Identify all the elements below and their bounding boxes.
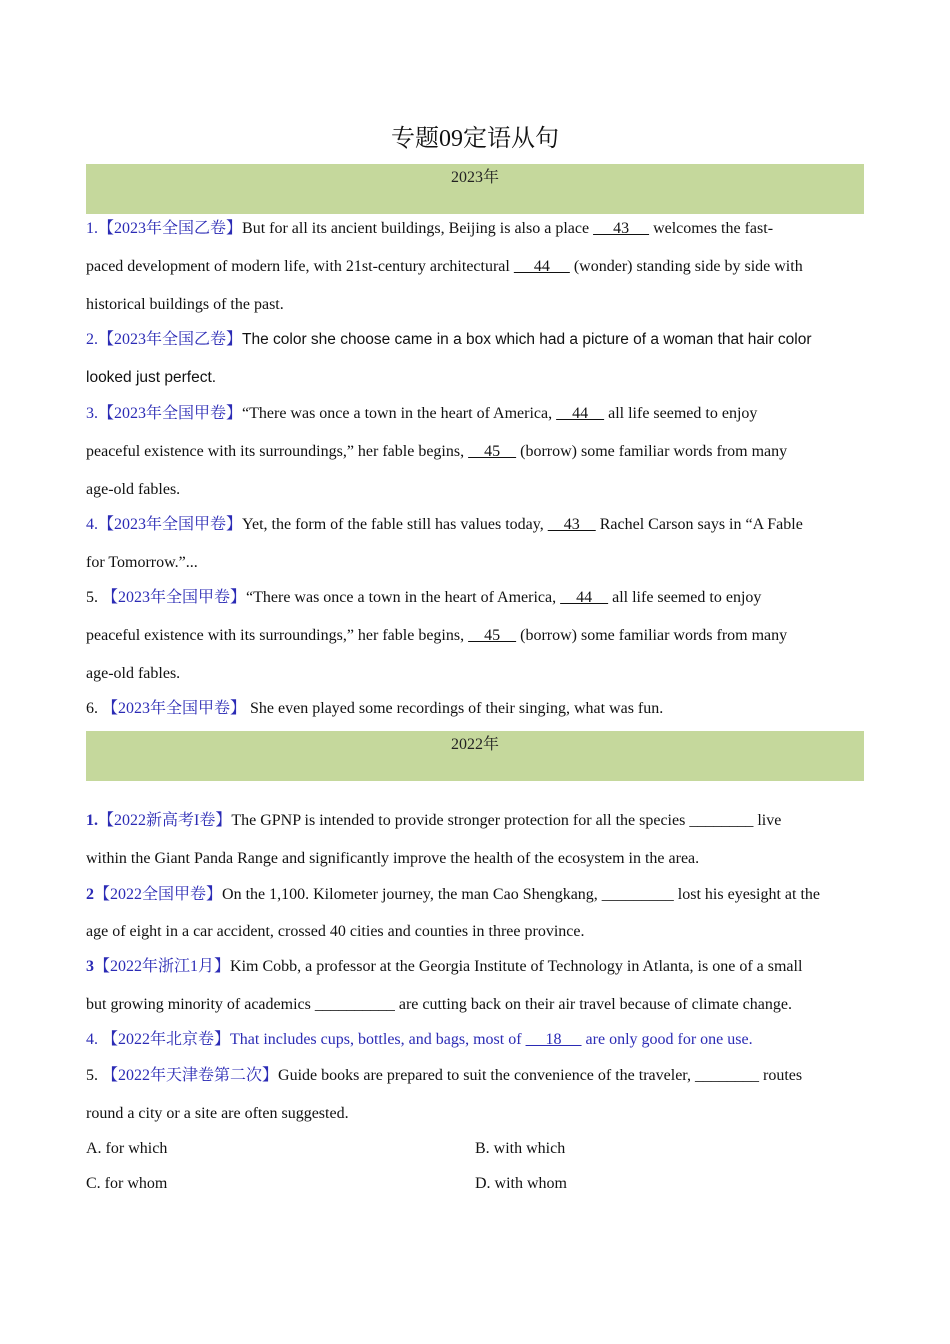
answer-blank: 43 bbox=[547, 516, 596, 533]
question-number: 1. bbox=[86, 220, 98, 237]
question-number: 3 bbox=[86, 958, 94, 975]
question-text: The GPNP is intended to provide stronger protection for all the species bbox=[231, 812, 690, 829]
question-number: 3. bbox=[86, 405, 98, 422]
question-2023-2-line2: looked just perfect. bbox=[86, 369, 217, 386]
question-source: 【2023年全国甲卷】 bbox=[102, 700, 247, 717]
question-text: The color she choose came in a box which had a picture of a woman that hair color bbox=[242, 331, 812, 348]
question-2022-2-line1 bbox=[86, 884, 866, 906]
question-number: 2. bbox=[86, 331, 98, 348]
question-text: On the 1,100. Kilometer journey, the man Cao Shengkang, bbox=[222, 886, 602, 903]
question-2023-1-line3: historical buildings of the past. bbox=[86, 296, 284, 313]
question-source: 【2023年全国甲卷】 bbox=[98, 516, 243, 533]
question-2023-2-line1 bbox=[86, 329, 866, 351]
question-text: all life seemed to enjoy bbox=[604, 405, 758, 422]
question-text: peaceful existence with its surroundings,” her fable begins, bbox=[86, 627, 469, 644]
question-2022-3-line2 bbox=[86, 994, 866, 1016]
question-text: “There was once a town in the heart of America, bbox=[246, 589, 561, 606]
question-text: (borrow) some familiar words from many bbox=[516, 627, 788, 644]
question-text: “There was once a town in the heart of America, bbox=[242, 405, 557, 422]
question-2022-1-line2: within the Giant Panda Range and significantly improve the health of the ecosystem in the area. bbox=[86, 850, 700, 867]
question-source: 【2022年天津卷第二次】 bbox=[102, 1067, 279, 1084]
question-2022-5-line1 bbox=[86, 1065, 866, 1087]
question-text: (wonder) standing side by side with bbox=[569, 258, 803, 275]
question-text: paced development of modern life, with 21st-century architectural bbox=[86, 258, 514, 275]
question-text: lost his eyesight at the bbox=[673, 886, 820, 903]
question-source: 【2023年全国甲卷】 bbox=[102, 589, 247, 606]
answer-blank: 44 bbox=[513, 258, 570, 275]
question-text: peaceful existence with its surroundings,” her fable begins, bbox=[86, 443, 469, 460]
answer-blank: 18 bbox=[525, 1031, 582, 1048]
answer-blank: __________ bbox=[314, 996, 395, 1013]
question-2023-5-line3: age-old fables. bbox=[86, 665, 181, 682]
answer-blank: 45 bbox=[468, 443, 517, 460]
question-text: She even played some recordings of their singing, what was fun. bbox=[246, 700, 664, 717]
question-text: Yet, the form of the fable still has values today, bbox=[242, 516, 548, 533]
answer-blank: 44 bbox=[556, 405, 605, 422]
answer-blank: 43 bbox=[593, 220, 650, 237]
question-number: 2 bbox=[86, 886, 94, 903]
question-source: 【2022全国甲卷】 bbox=[94, 886, 223, 903]
page-title: 专题09定语从句 bbox=[391, 126, 559, 152]
question-2023-3-line1 bbox=[86, 403, 866, 425]
question-text: But for all its ancient buildings, Beijing is also a place bbox=[242, 220, 594, 237]
answer-blank: ________ bbox=[689, 812, 754, 829]
question-2023-4-line1 bbox=[86, 514, 866, 536]
question-number: 5. bbox=[86, 589, 98, 606]
question-source: 【2023年全国乙卷】 bbox=[98, 331, 243, 348]
question-text: Guide books are prepared to suit the convenience of the traveler, bbox=[278, 1067, 695, 1084]
question-number: 5. bbox=[86, 1067, 98, 1084]
answer-blank: ________ bbox=[694, 1067, 759, 1084]
question-2023-5-line2 bbox=[86, 625, 866, 647]
option-a[interactable]: A. for which bbox=[86, 1140, 168, 1157]
question-text: but growing minority of academics bbox=[86, 996, 315, 1013]
question-2023-1-line2 bbox=[86, 256, 866, 278]
question-2023-3-line2 bbox=[86, 441, 866, 463]
question-2023-1-line1 bbox=[86, 218, 866, 240]
question-text: Kim Cobb, a professor at the Georgia Institute of Technology in Atlanta, is one of a small bbox=[230, 958, 803, 975]
question-2023-3-line3: age-old fables. bbox=[86, 481, 181, 498]
question-2022-5-line2: round a city or a site are often suggested. bbox=[86, 1105, 349, 1122]
question-text: (borrow) some familiar words from many bbox=[516, 443, 788, 460]
question-number: 1. bbox=[86, 812, 98, 829]
section-header-2022: 2022年 bbox=[86, 731, 864, 781]
question-number: 4. bbox=[86, 1031, 98, 1048]
question-text: routes bbox=[758, 1067, 803, 1084]
question-source: 【2023年全国乙卷】 bbox=[98, 220, 243, 237]
option-b[interactable]: B. with which bbox=[475, 1140, 566, 1157]
question-text: That includes cups, bottles, and bags, most of bbox=[230, 1031, 526, 1048]
question-2022-2-line2: age of eight in a car accident, crossed 40 cities and counties in three province. bbox=[86, 923, 585, 940]
question-2022-3-line1 bbox=[86, 956, 866, 978]
question-source: 【2022新高考I卷】 bbox=[98, 812, 232, 829]
question-source: 【2023年全国甲卷】 bbox=[98, 405, 243, 422]
question-2023-6-line1 bbox=[86, 698, 866, 720]
question-2022-4-line1 bbox=[86, 1029, 866, 1051]
answer-blank: 44 bbox=[560, 589, 609, 606]
answer-blank: 45 bbox=[468, 627, 517, 644]
question-2023-5-line1 bbox=[86, 587, 866, 609]
section-header-2023: 2023年 bbox=[86, 164, 864, 214]
question-text: are cutting back on their air travel because of climate change. bbox=[394, 996, 792, 1013]
question-2023-4-line2: for Tomorrow.”... bbox=[86, 554, 198, 571]
question-text: welcomes the fast- bbox=[649, 220, 774, 237]
question-text: are only good for one use. bbox=[581, 1031, 753, 1048]
question-number: 4. bbox=[86, 516, 98, 533]
option-d[interactable]: D. with whom bbox=[475, 1175, 567, 1192]
answer-blank: _________ bbox=[601, 886, 674, 903]
question-text: live bbox=[753, 812, 782, 829]
question-text: Rachel Carson says in “A Fable bbox=[595, 516, 803, 533]
question-number: 6. bbox=[86, 700, 98, 717]
option-c[interactable]: C. for whom bbox=[86, 1175, 168, 1192]
question-source: 【2022年北京卷】 bbox=[102, 1031, 231, 1048]
question-source: 【2022年浙江1月】 bbox=[94, 958, 231, 975]
question-text: all life seemed to enjoy bbox=[608, 589, 762, 606]
question-2022-1-line1 bbox=[86, 810, 866, 832]
